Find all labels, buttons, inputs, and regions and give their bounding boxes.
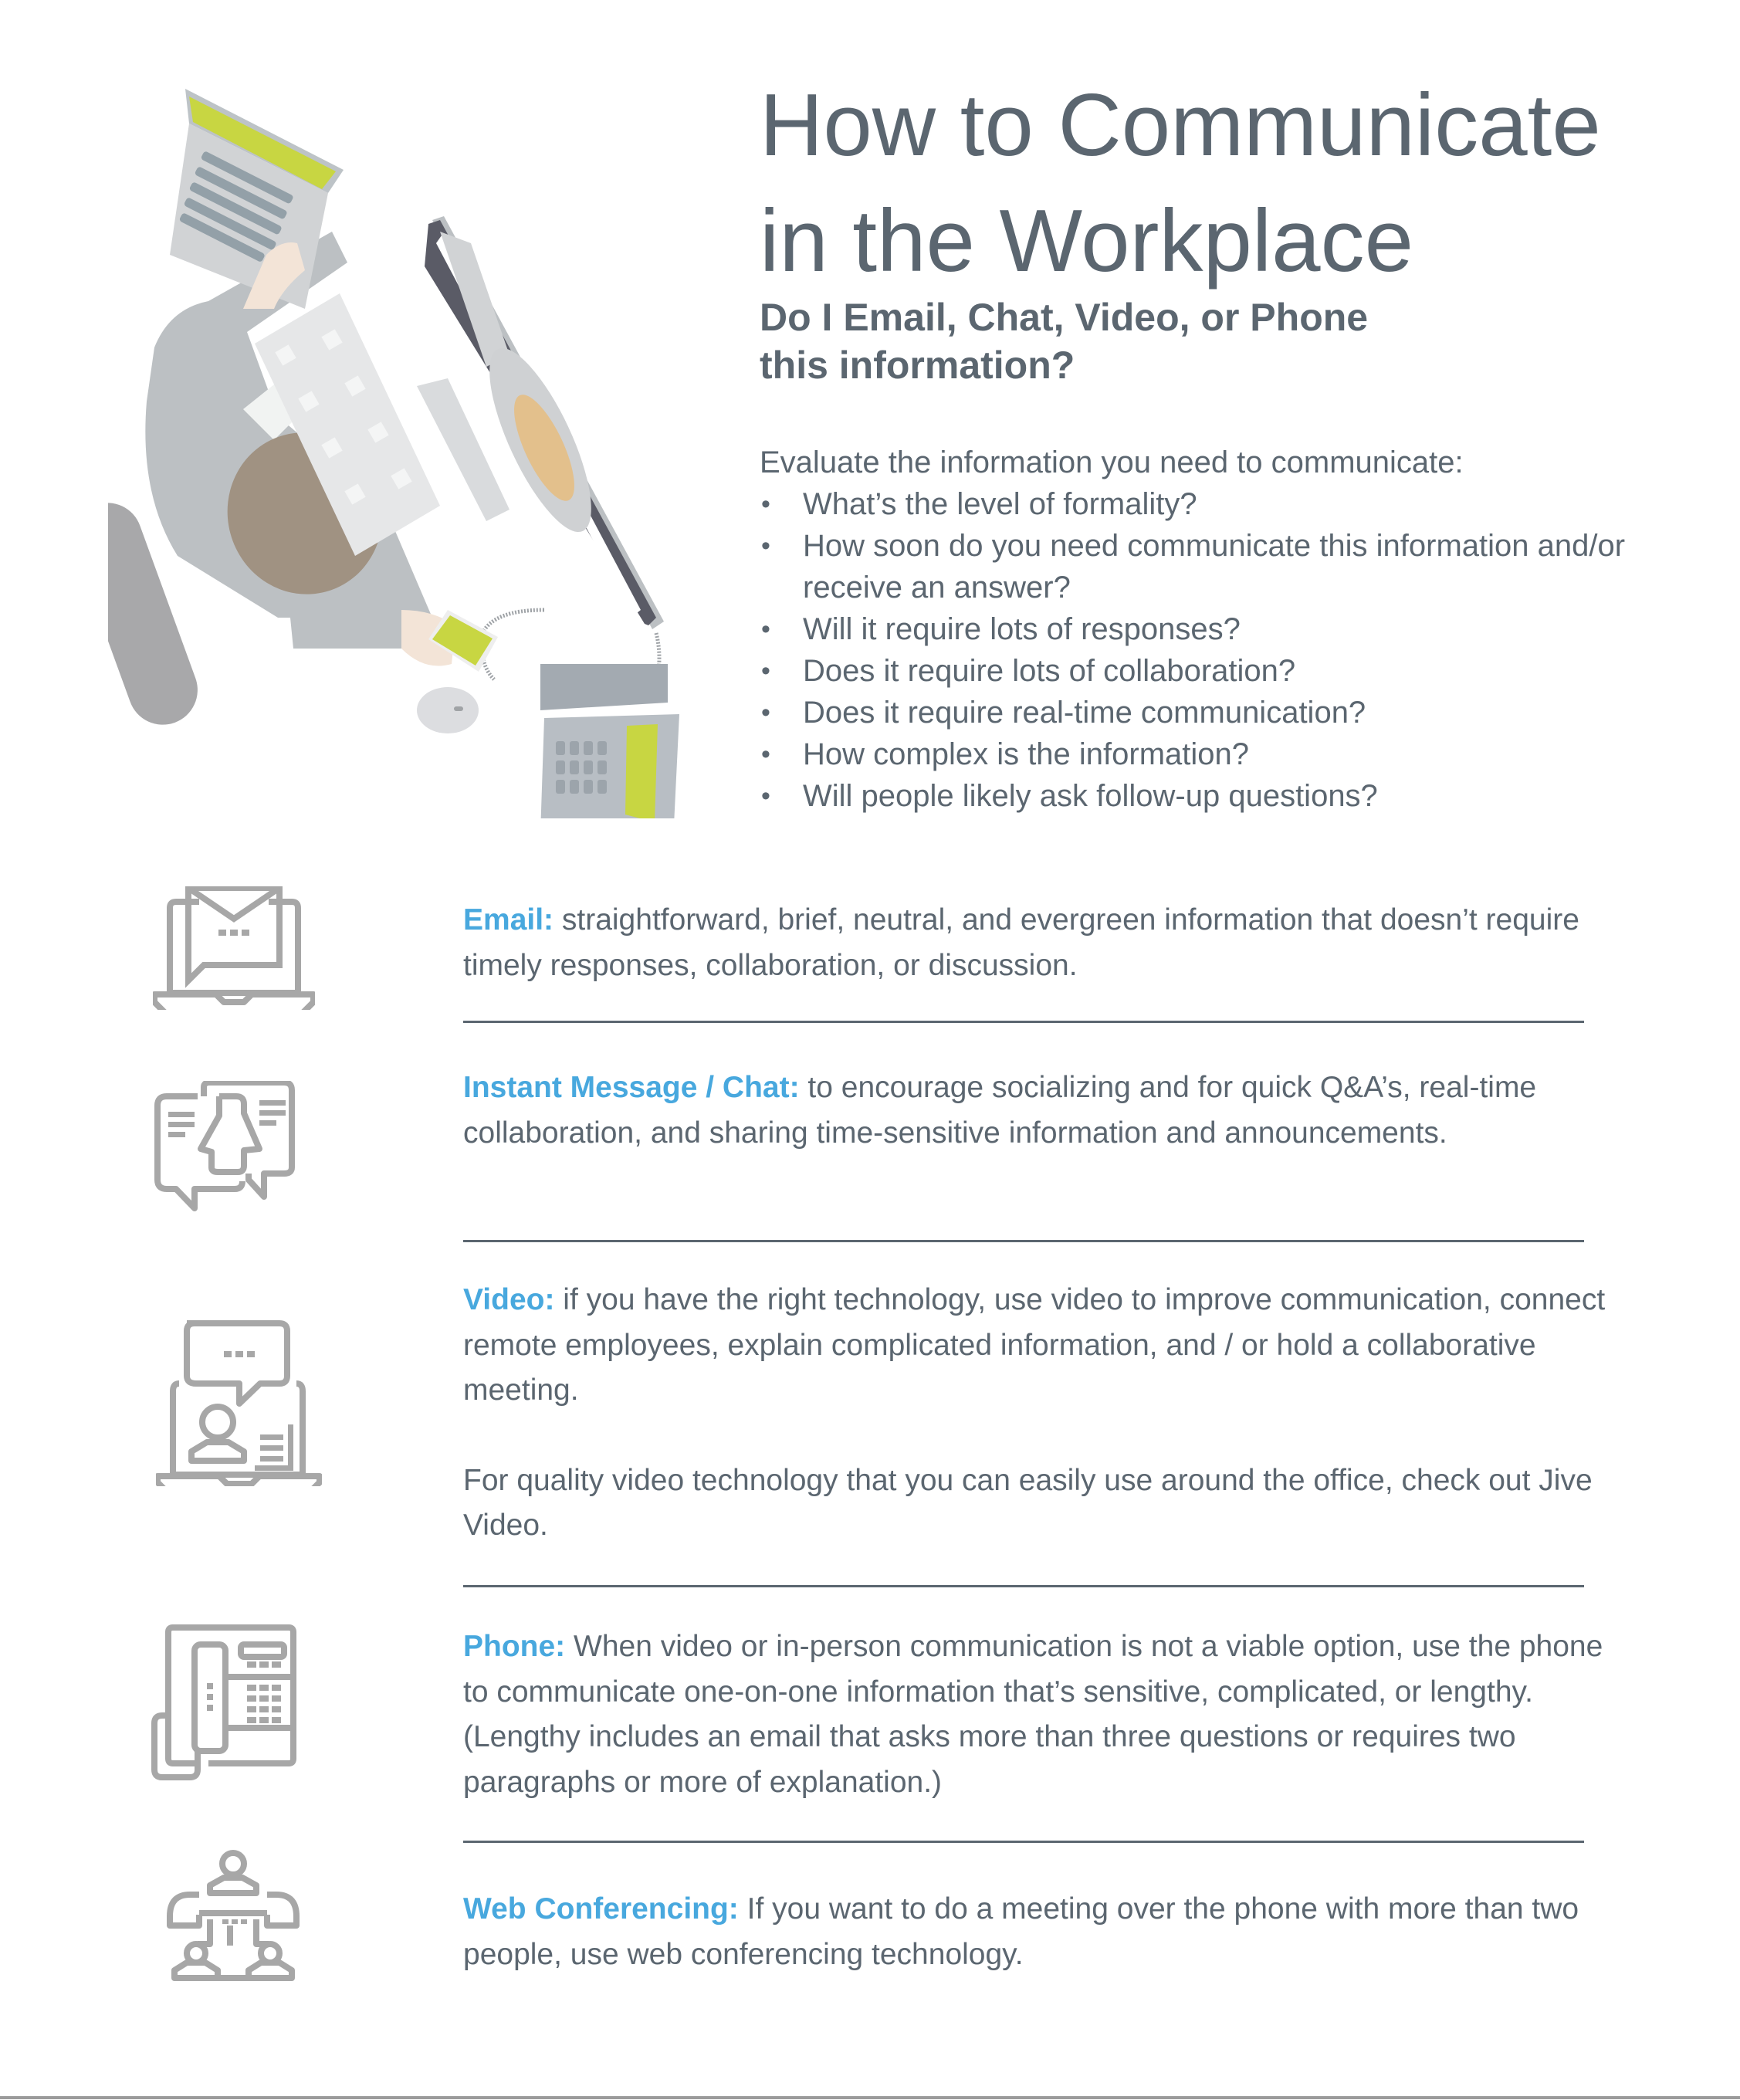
section-video-note: For quality video technology that you can easily use around the office, check out Jive Video. bbox=[463, 1463, 1593, 1542]
section-divider bbox=[463, 1841, 1584, 1843]
smartphone-icon bbox=[401, 610, 498, 672]
section-web-conferencing bbox=[463, 1887, 1621, 1977]
laptop-email-icon bbox=[153, 886, 315, 1010]
subtitle-line1: Do I Email, Chat, Video, or Phone bbox=[760, 296, 1369, 339]
desk-phone-icon bbox=[150, 1624, 296, 1790]
section-label-web-conferencing: Web Conferencing: bbox=[463, 1892, 739, 1926]
checklist-lead: Evaluate the information you need to communicate: bbox=[760, 445, 1464, 479]
section-divider bbox=[463, 1240, 1584, 1242]
section-video bbox=[463, 1278, 1621, 1549]
mouse-icon bbox=[417, 687, 479, 733]
page-bottom-border bbox=[0, 2096, 1740, 2099]
checklist-item: • What’s the level of formality? bbox=[760, 483, 1725, 525]
section-body-video: if you have the right technology, use video to improve communication, connect remote employees, explain complicated information, and / or hold a collaborative meeting. bbox=[463, 1283, 1606, 1407]
section-divider bbox=[463, 1021, 1584, 1023]
page-title bbox=[760, 68, 1732, 300]
section-body-web-conferencing: If you want to do a meeting over the phone with more than two people, use web conferencing technology. bbox=[463, 1892, 1579, 1971]
section-label-chat: Instant Message / Chat: bbox=[463, 1071, 800, 1104]
laptop-video-icon bbox=[156, 1320, 322, 1486]
section-phone bbox=[463, 1624, 1621, 1805]
hero-illustration-office-worker bbox=[108, 77, 710, 818]
section-label-phone: Phone: bbox=[463, 1630, 566, 1663]
section-label-email: Email: bbox=[463, 903, 554, 937]
checklist-item: • How soon do you need communicate this information and/or receive an answer? bbox=[760, 525, 1725, 608]
monitor-icon bbox=[417, 216, 664, 629]
section-email bbox=[463, 898, 1621, 988]
section-divider bbox=[463, 1585, 1584, 1587]
section-label-video: Video: bbox=[463, 1283, 555, 1316]
section-chat bbox=[463, 1065, 1621, 1156]
checklist-item: • How complex is the information? bbox=[760, 733, 1725, 775]
section-body-chat: to encourage socializing and for quick Q&A’s, real-time collaboration, and sharing time-sensitive information and announcements. bbox=[463, 1071, 1537, 1150]
checklist-questions bbox=[760, 483, 1725, 817]
page-title-line2: in the Workplace bbox=[760, 192, 1413, 290]
desk-telephone-icon bbox=[540, 664, 679, 818]
section-body-phone: When video or in-person communication is not a viable option, use the phone to communicate one-on-one information that’s sensitive, complicated, or lengthy. (Lengthy includes an email that asks more than three questions or requires two paragraphs or more of explanation.) bbox=[463, 1630, 1603, 1799]
checklist-item: • Will it require lots of responses? bbox=[760, 608, 1725, 650]
evaluation-checklist bbox=[760, 442, 1725, 817]
page-subtitle bbox=[760, 293, 1454, 389]
chat-bubbles-icon bbox=[151, 1081, 298, 1216]
section-body-email: straightforward, brief, neutral, and evergreen information that doesn’t require timely responses, collaboration, or discussion. bbox=[463, 903, 1579, 982]
page-title-line1: How to Communicate bbox=[760, 76, 1601, 174]
checklist-item: • Does it require real-time communication? bbox=[760, 692, 1725, 733]
web-conference-icon bbox=[164, 1845, 303, 1984]
subtitle-line2: this information? bbox=[760, 344, 1075, 387]
checklist-item: • Will people likely ask follow-up questions? bbox=[760, 775, 1725, 817]
checklist-item: • Does it require lots of collaboration? bbox=[760, 650, 1725, 692]
